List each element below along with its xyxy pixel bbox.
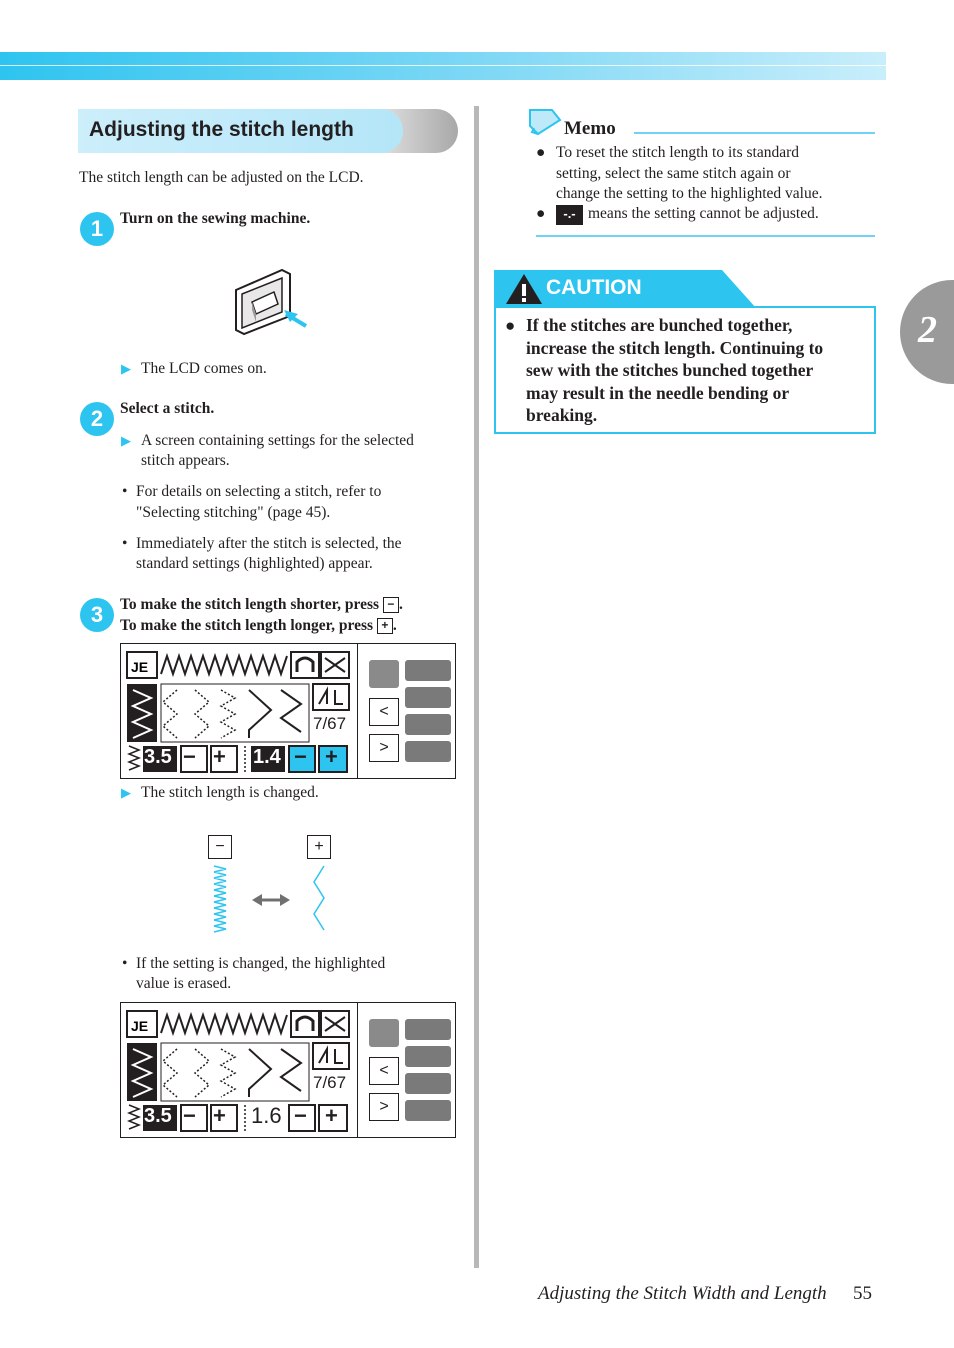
back-button-icon[interactable]: [369, 660, 399, 688]
step-3-title-line1: To make the stitch length shorter, press − .: [120, 596, 403, 613]
bullet-dot: •: [122, 955, 128, 972]
svg-text:JE: JE: [131, 659, 149, 675]
caution-bullet-icon: ●: [505, 316, 516, 335]
next-page-button[interactable]: >: [369, 734, 399, 762]
step-3-result: The stitch length is changed.: [141, 784, 319, 801]
step-2-bullet1-line2: "Selecting stitching" (page 45).: [136, 504, 331, 521]
bullet-dot: •: [122, 535, 128, 552]
step-3-title-line2: To make the stitch length longer, press + .: [120, 617, 397, 634]
settings-icon[interactable]: [405, 741, 451, 762]
plus-key-icon: +: [307, 835, 331, 859]
memo-rule: [634, 132, 875, 134]
caution-title: CAUTION: [546, 276, 642, 299]
bullet-dot: •: [122, 483, 128, 500]
step-1-result: The LCD comes on.: [141, 360, 267, 377]
footer-title: Adjusting the Stitch Width and Length: [538, 1283, 827, 1304]
lcd-2-width-value: 3.5: [144, 1105, 172, 1127]
result-arrow-icon: ▶: [121, 433, 131, 448]
memo-item1-line2: setting, select the same stitch again or: [556, 165, 791, 182]
lcd-2-length-minus[interactable]: −: [294, 1103, 307, 1128]
lcd-1-width-plus[interactable]: +: [213, 744, 226, 769]
minus-key-icon: −: [383, 597, 399, 613]
step-2-result-line1: A screen containing settings for the selected: [141, 432, 414, 449]
page-number: 55: [853, 1283, 872, 1304]
lcd-2-width-minus[interactable]: −: [183, 1103, 196, 1128]
power-switch-icon: [228, 264, 312, 336]
chapter-tab: [900, 280, 954, 384]
lcd-1-width-minus[interactable]: −: [183, 744, 196, 769]
image-icon[interactable]: [405, 714, 451, 735]
step-2-result-line2: stitch appears.: [141, 452, 230, 469]
lcd-2-length-value: 1.6: [251, 1103, 282, 1128]
plus-key-icon: +: [377, 618, 393, 634]
step-2-number: 2: [80, 402, 114, 436]
image-icon[interactable]: [405, 1073, 451, 1094]
lcd-2-width-plus[interactable]: +: [213, 1103, 226, 1128]
intro-text: The stitch length can be adjusted on the LCD.: [79, 169, 364, 186]
memory-icon[interactable]: [405, 687, 451, 708]
lcd-2-counter: 7/67: [313, 1073, 347, 1092]
lcd-screen-1: [120, 643, 456, 779]
memo-pencil-icon: [528, 106, 562, 136]
step-3-number: 3: [80, 598, 114, 632]
section-title-text: Adjusting the stitch length: [89, 118, 354, 141]
memo-item2-text: means the setting cannot be adjusted.: [588, 205, 819, 222]
stitch-length-diagram: [200, 862, 340, 938]
svg-text:JE: JE: [131, 1018, 149, 1034]
needle-mode-icon[interactable]: [405, 660, 451, 681]
memo-bullet-icon: ●: [536, 205, 546, 222]
step-1-number: 1: [80, 212, 114, 246]
lcd-1-length-plus[interactable]: +: [325, 744, 338, 769]
chapter-number: 2: [918, 309, 937, 351]
minus-key-icon: −: [208, 835, 232, 859]
step-3-bullet-line1: If the setting is changed, the highlighted: [136, 955, 386, 972]
settings-icon[interactable]: [405, 1100, 451, 1121]
step-2-title: Select a stitch.: [120, 400, 215, 417]
result-arrow-icon: ▶: [121, 785, 131, 800]
lcd-2-length-plus[interactable]: +: [325, 1103, 338, 1128]
lcd-1-length-value: 1.4: [253, 746, 281, 768]
prev-page-button[interactable]: <: [369, 1057, 399, 1085]
lcd-1-counter: 7/67: [313, 714, 347, 733]
lcd-1-width-value: 3.5: [144, 746, 172, 768]
back-button-icon[interactable]: [369, 1019, 399, 1047]
result-arrow-icon: ▶: [121, 361, 131, 376]
step-2-bullet1-line1: For details on selecting a stitch, refer to: [136, 483, 382, 500]
step-2-bullet2-line2: standard settings (highlighted) appear.: [136, 555, 373, 572]
prev-page-button[interactable]: <: [369, 698, 399, 726]
caution-text: If the stitches are bunched together, increase the stitch length. Continuing to sew with the stitches bunched together may result in the needle bending or breaking.: [526, 315, 824, 425]
needle-mode-icon[interactable]: [405, 1019, 451, 1040]
memo-bottom-rule: [536, 235, 875, 237]
next-page-button[interactable]: >: [369, 1093, 399, 1121]
step-3-bullet-line2: value is erased.: [136, 975, 232, 992]
lcd-screen-2: [120, 1002, 456, 1138]
memo-title: Memo: [564, 118, 616, 139]
column-divider: [474, 106, 479, 1268]
memo-item1-line1: To reset the stitch length to its standard: [556, 144, 799, 161]
step-2-bullet2-line1: Immediately after the stitch is selected, the: [136, 535, 402, 552]
header-band: [0, 52, 886, 80]
memory-icon[interactable]: [405, 1046, 451, 1067]
lcd-1-length-minus[interactable]: −: [294, 744, 307, 769]
section-title: [78, 109, 458, 153]
not-adjustable-icon: -.-: [556, 205, 583, 225]
memo-item1-line3: change the setting to the highlighted value.: [556, 185, 823, 202]
step-1-title: Turn on the sewing machine.: [120, 210, 311, 227]
memo-bullet-icon: ●: [536, 144, 546, 161]
